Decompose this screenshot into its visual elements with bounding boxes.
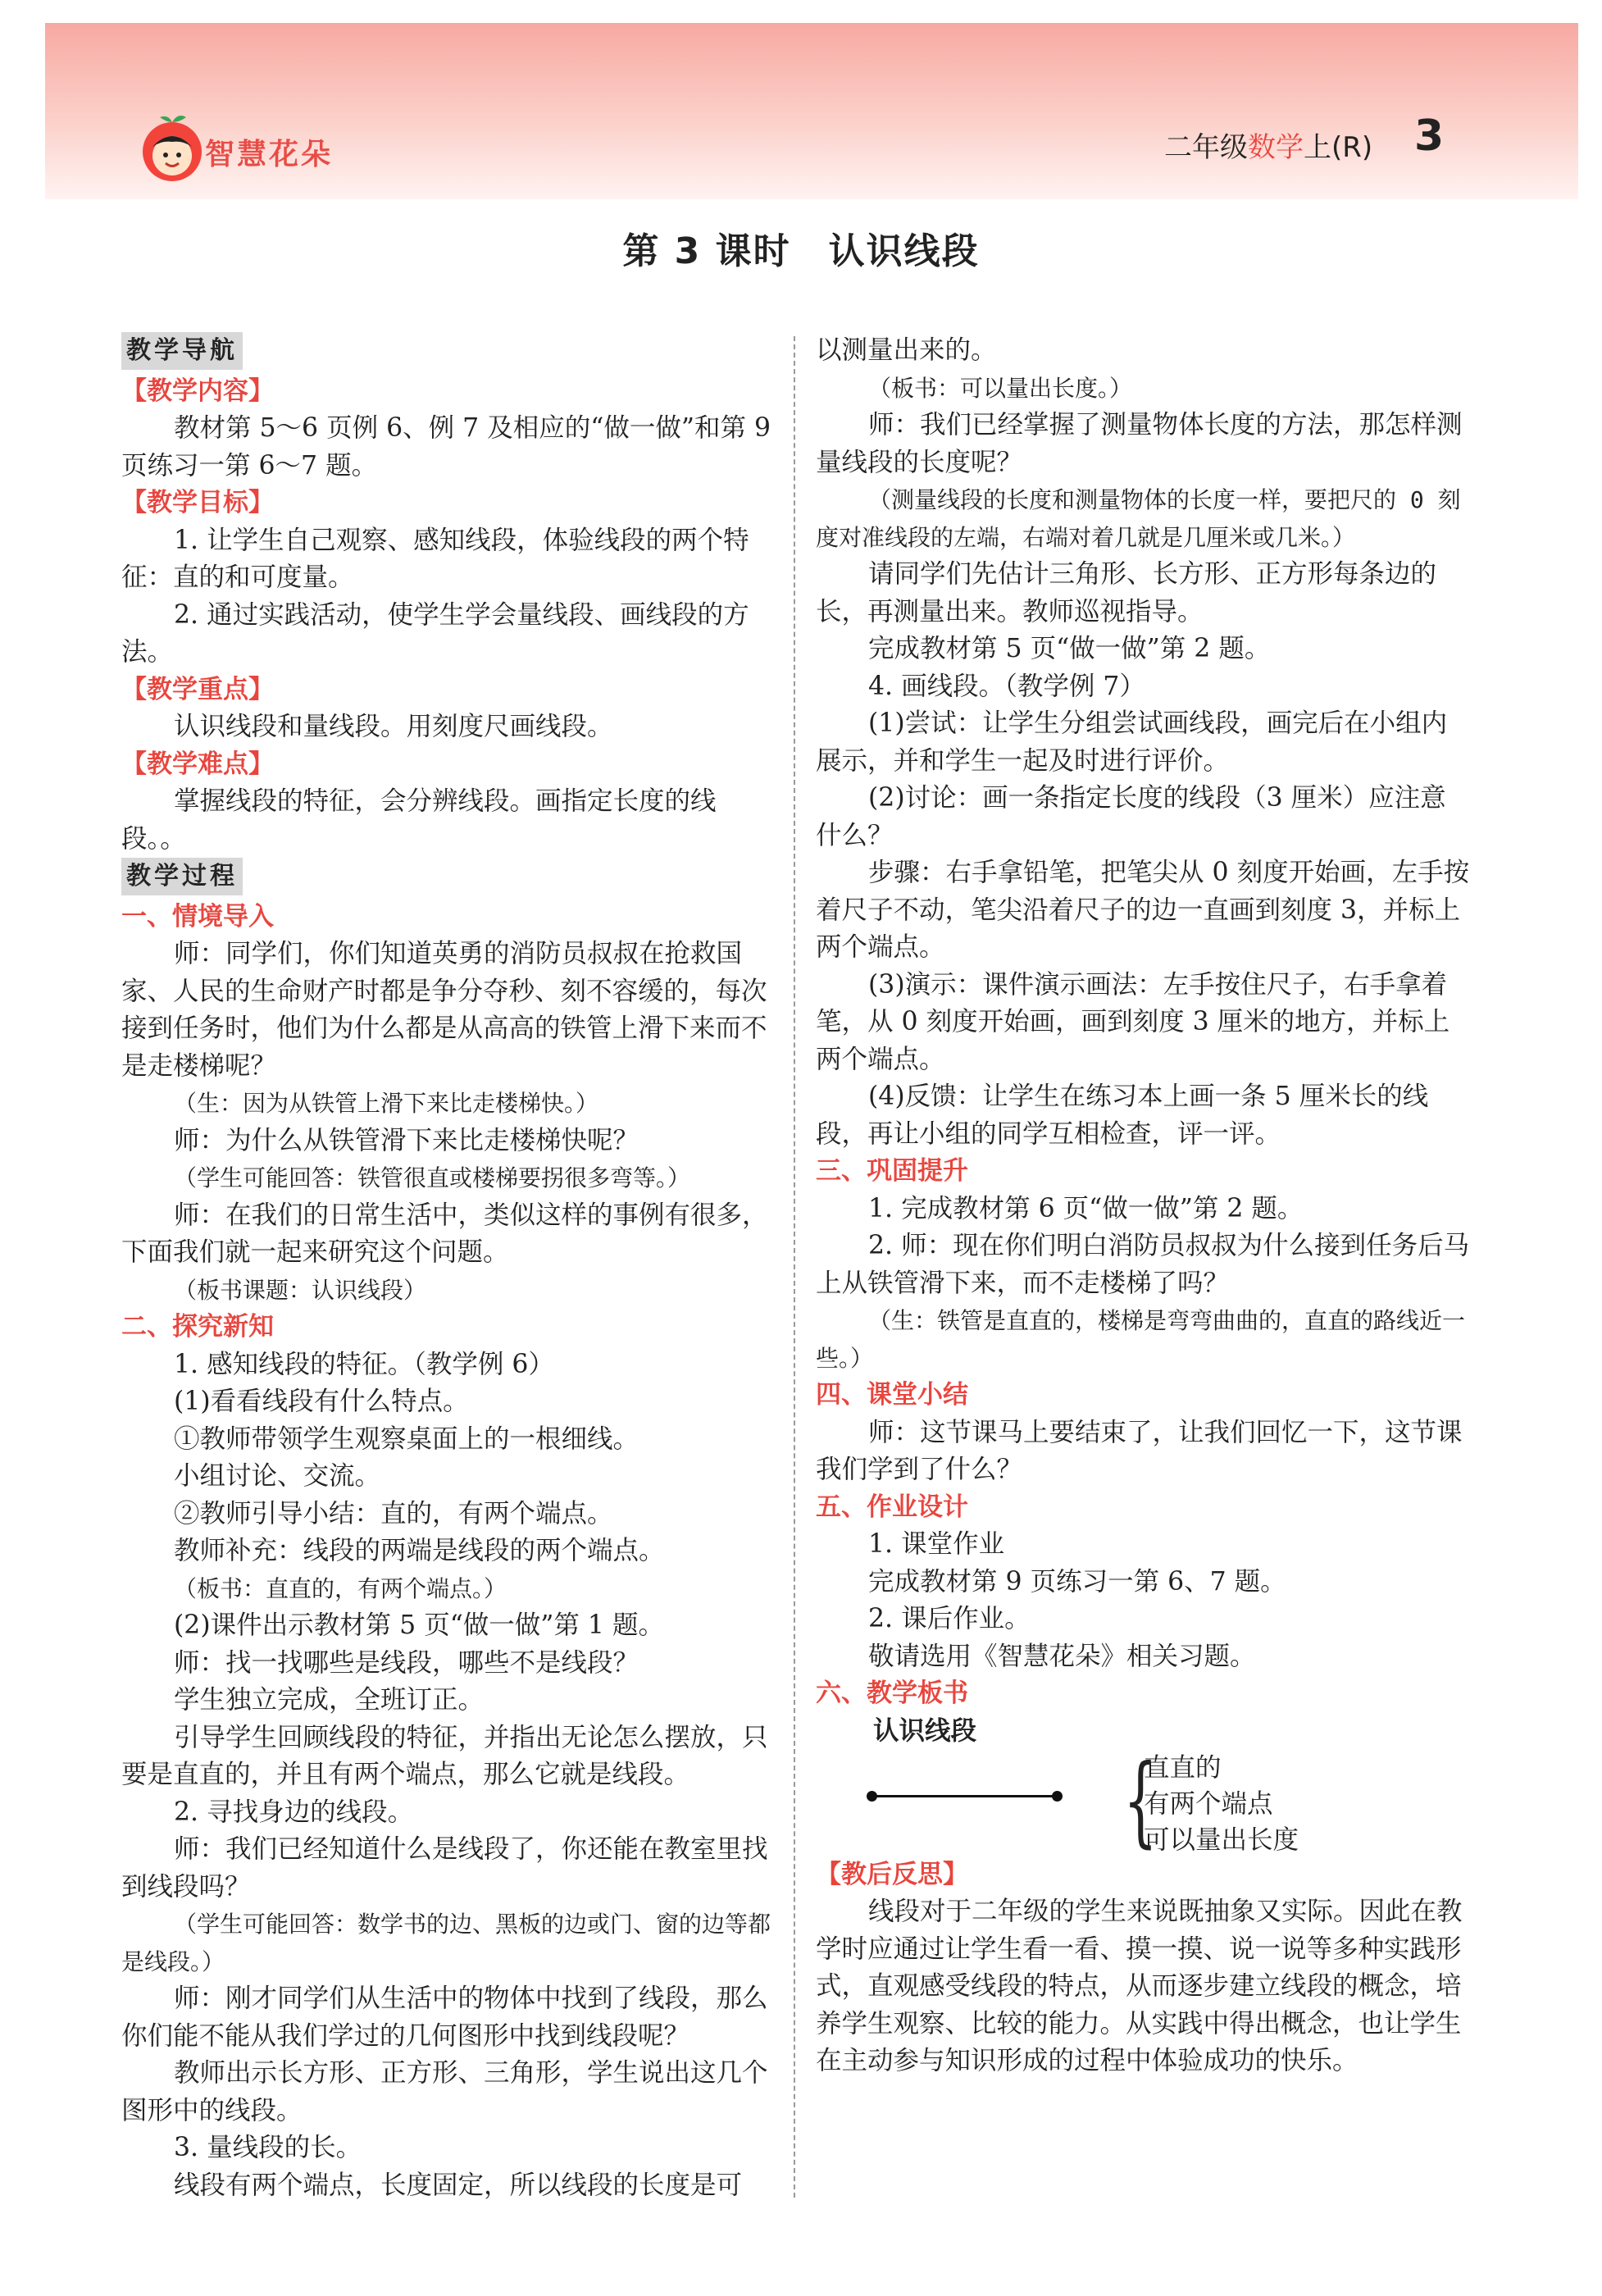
board-item: 有两个端点 [1144, 1788, 1273, 1819]
section-3-title: 三、巩固提升 [816, 1156, 968, 1186]
paragraph: 步骤：右手拿铅笔，把笔尖从 0 刻度开始画，左手按着尺子不动，笔尖沿着尺子的边一直画到刻度 3，并标上两个端点。 [816, 858, 1470, 962]
paragraph: 师：为什么从铁管滑下来比走楼梯快呢？ [174, 1125, 639, 1155]
paragraph: 师：我们已经知道什么是线段了，你还能在教室里找到线段吗？ [121, 1834, 768, 1902]
diff-tag: 【教学难点】 [121, 749, 274, 779]
segment-endpoint [867, 1791, 877, 1802]
paragraph: 师：刚才同学们从生活中的物体中找到了线段，那么你们能不能从我们学过的几何图形中找到线段呢？ [121, 1984, 768, 2051]
paragraph: 1. 感知线段的特征。（教学例 6） [174, 1349, 554, 1379]
paragraph: (4)反馈：让学生在练习本上画一条 5 厘米长的线段，再让小组的同学互相检查，评一评。 [816, 1082, 1429, 1149]
paragraph: 3. 量线段的长。 [174, 2133, 362, 2162]
grade-label [1164, 125, 1372, 165]
board-item: 可以量出长度 [1144, 1824, 1299, 1855]
goal-2: 2. 通过实践活动，使学生学会量线段、画线段的方法。 [121, 599, 749, 667]
grade-subject: 数学 [1248, 131, 1304, 164]
diff-text: 掌握线段的特征，会分辨线段。画指定长度的线段。。 [121, 786, 717, 854]
flower-mascot-icon [135, 111, 209, 184]
note: （板书课题：认识线段） [174, 1276, 427, 1304]
paragraph: 教师出示长方形、正方形、三角形，学生说出这几个图形中的线段。 [121, 2058, 768, 2125]
section-4-title: 四、课堂小结 [816, 1380, 968, 1410]
goal-tag: 【教学目标】 [121, 488, 274, 517]
paragraph: (2)课件出示教材第 5 页“做一做”第 1 题。 [174, 1610, 664, 1640]
paragraph: 1. 课堂作业 [868, 1529, 1005, 1559]
section-1-title: 一、情境导入 [121, 901, 274, 932]
grade-prefix: 二年级 [1164, 131, 1248, 164]
reflect-text: 线段对于二年级的学生来说既抽象又实际。因此在教学时应通过让学生看一看、摸一摸、说一说等多种实践形式，直观感受线段的特点，从而逐步建立线段的概念，培养学生观察、比较的能力。从实践中得出概念，也让学生在主动参与知识形成的过程中体验成功的快乐。 [816, 1897, 1463, 2075]
paragraph: 引导学生回顾线段的特征，并指出无论怎么摆放，只要是直直的，并且有两个端点，那么它就是线段。 [121, 1722, 768, 1789]
paragraph: 线段有两个端点，长度固定，所以线段的长度是可 [174, 2170, 743, 2200]
segment-endpoint [1052, 1791, 1063, 1802]
note: （测量线段的长度和测量物体的长度一样，要把尺的 0 刻度对准线段的左端，右端对着几就是几厘米或几米。） [816, 486, 1461, 551]
note: （生：因为从铁管上滑下来比走楼梯快。） [174, 1090, 599, 1117]
paragraph: 完成教材第 5 页“做一做”第 2 题。 [868, 634, 1271, 663]
paragraph: 敬请选用《智慧花朵》相关习题。 [868, 1641, 1256, 1671]
segment-line [872, 1795, 1057, 1797]
paragraph: 2. 师：现在你们明白消防员叔叔为什么接到任务后马上从铁管滑下来，而不走楼梯了吗？ [816, 1231, 1470, 1298]
reflect-tag: 【教后反思】 [816, 1859, 968, 1889]
key-tag: 【教学重点】 [121, 674, 274, 704]
paragraph: 学生独立完成，全班订正。 [174, 1685, 485, 1715]
paragraph: 请同学们先估计三角形、长方形、正方形每条边的长，再测量出来。教师巡视指导。 [816, 559, 1437, 626]
paragraph: 4. 画线段。（教学例 7） [868, 671, 1145, 701]
content-tag: 【教学内容】 [121, 376, 274, 406]
process-heading: 教学过程 [121, 858, 243, 895]
paragraph: 2. 寻找身边的线段。 [174, 1797, 414, 1827]
section-5-title: 五、作业设计 [816, 1492, 968, 1522]
note: （学生可能回答：数学书的边、黑板的边或门、窗的边等都是线段。） [121, 1911, 771, 1975]
grade-suffix: 上(R) [1304, 131, 1373, 164]
board-title: 认识线段 [873, 1715, 977, 1746]
paragraph: 师：同学们，你们知道英勇的消防员叔叔在抢救国家、人民的生命财产时都是争分夺秒、刻不容缓的，每次接到任务时，他们为什么都是从高高的铁管上滑下来而不是走楼梯呢？ [121, 939, 767, 1081]
paragraph: 小组讨论、交流。 [174, 1461, 381, 1491]
paragraph: (2)讨论：画一条指定长度的线段（3 厘米）应注意什么？ [816, 783, 1446, 850]
paragraph: (1)看看线段有什么特点。 [174, 1387, 469, 1416]
paragraph: 教师补充：线段的两端是线段的两个端点。 [174, 1536, 665, 1565]
paragraph: 师：找一找哪些是线段，哪些不是线段？ [174, 1647, 639, 1678]
page-title: 第 3 课时 认识线段 [622, 230, 980, 272]
paragraph: (1)尝试：让学生分组尝试画线段，画完后在小组内展示，并和学生一起及时进行评价。 [816, 708, 1448, 776]
nav-heading: 教学导航 [121, 332, 243, 370]
note: （板书：可以量出长度。） [868, 374, 1133, 402]
key-text: 认识线段和量线段。用刻度尺画线段。 [174, 712, 613, 741]
left-column [121, 332, 777, 2204]
board-item: 直直的 [1144, 1752, 1222, 1783]
note: （板书：直直的，有两个端点。） [174, 1574, 507, 1602]
paragraph: 1. 完成教材第 6 页“做一做”第 2 题。 [868, 1193, 1304, 1223]
paragraph: (3)演示：课件演示画法：左手按住尺子，右手拿着笔，从 0 刻度开始画，画到刻度 3 厘米的地方，并标上两个端点。 [816, 969, 1450, 1074]
paragraph: ①教师带领学生观察桌面上的一根细线。 [174, 1424, 639, 1454]
goal-1: 1. 让学生自己观察、感知线段，体验线段的两个特征：直的和可度量。 [121, 525, 749, 592]
brand-logo-text: 智慧花朵 [205, 138, 334, 171]
board-items [1144, 1750, 1299, 1858]
paragraph: 师：这节课马上要结束了，让我们回忆一下，这节课我们学到了什么？ [816, 1417, 1463, 1484]
section-2-title: 二、探究新知 [121, 1312, 274, 1342]
content-text: 教材第 5～6 页例 6、例 7 及相应的“做一做”和第 9 页练习一第 6～7 题。 [121, 413, 771, 481]
paragraph: 以测量出来的。 [816, 335, 997, 365]
note: （生：铁管是直直的，楼梯是弯弯曲曲的，直直的路线近一些。） [816, 1307, 1466, 1372]
page-number: 3 [1414, 112, 1445, 161]
column-divider [794, 336, 795, 2198]
paragraph: 完成教材第 9 页练习一第 6、7 题。 [868, 1566, 1286, 1597]
paragraph: 师：我们已经掌握了测量物体长度的方法，那怎样测量线段的长度呢？ [816, 410, 1463, 477]
paragraph: ②教师引导小结：直的，有两个端点。 [174, 1498, 613, 1528]
right-column [816, 332, 1472, 2080]
paragraph: 2. 课后作业。 [868, 1604, 1031, 1633]
note: （学生可能回答：铁管很直或楼梯要拐很多弯等。） [174, 1164, 691, 1191]
brace-icon: { [1123, 1743, 1158, 1858]
section-6-title: 六、教学板书 [816, 1679, 968, 1708]
paragraph: 师：在我们的日常生活中，类似这样的事例有很多，下面我们就一起来研究这个问题。 [121, 1200, 768, 1267]
blackboard-summary [816, 1713, 1472, 1856]
